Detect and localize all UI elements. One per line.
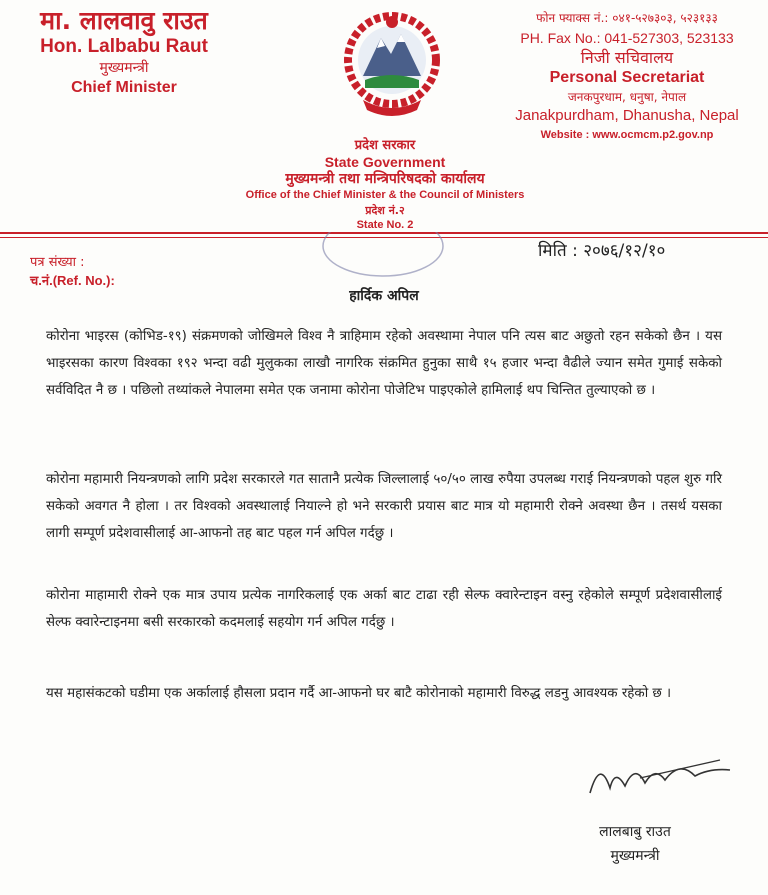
reference-block — [30, 254, 115, 290]
letter-number-label: पत्र संख्या : — [30, 255, 85, 270]
state-number-en: State No. 2 — [356, 219, 414, 231]
ref-number-label: च.नं.(Ref. No.): — [30, 273, 115, 288]
signatory-title: मुख्यमन्त्री — [610, 848, 660, 864]
letter-subject: हार्दिक अपिल — [349, 288, 419, 304]
address-np: जनकपुरधाम, धनुषा, नेपाल — [567, 90, 687, 104]
chief-minister-title-np: मुख्यमन्त्री — [99, 60, 149, 76]
office-stamp — [318, 232, 448, 280]
address-en: Janakpurdham, Dhanusha, Nepal — [515, 107, 739, 124]
letterhead-right — [492, 8, 762, 144]
body-paragraph-3: कोरोना माहामारी रोक्ने एक मात्र उपाय प्रत्येक नागरिकलाई एक अर्का बाट टाढा रही सेल्फ क्वारेन्टाइन वस्नु रहेकोले सम्पूर्ण प्रदेशवासीलाई सेल्फ क्वारेन्टाइनमा बसी सरकारको कदमलाई सहयोग गर्न अपिल गर्दछु । — [46, 588, 722, 630]
letter-date: मिति : २०७६/१२/१० — [538, 241, 666, 261]
letterhead-left — [4, 6, 244, 98]
chief-minister-name-np: मा. लालवावु राउत — [40, 6, 208, 35]
website-link[interactable]: Website : www.ocmcm.p2.gov.np — [540, 129, 714, 141]
letterhead-center — [200, 138, 570, 232]
office-name-np: मुख्यमन्त्री तथा मन्त्रिपरिषदको कार्यालय — [285, 171, 485, 187]
handwritten-signature — [580, 748, 740, 808]
signatory-block — [560, 820, 710, 868]
state-government-en: State Government — [324, 154, 446, 170]
signatory-name: लालबाबु राउत — [599, 824, 671, 840]
body-paragraph-1: कोरोना भाइरस (कोभिड-१९) संक्रमणको जोखिमले विश्व नै त्राहिमाम रहेको अवस्थामा नेपाल पनि त्यस बाट अछुतो रहन सकेको छैन । यस भाइरसका कारण विश्वका १९२ भन्दा वढी मुलुकका लाखौ नागरिक संक्रमित हुनुका साथै १५ हजार भन्दा वैढीले ज्यान समेत गुमाई सकेको सर्वविदित नै छ । पछिलो तथ्यांकले नेपालमा समेत एक जनामा कोरोना पोजेटिभ पाइएकोले हामिलाई थप चिन्तित तुल्याएको छ । — [46, 329, 722, 398]
phone-np: फोन फ्याक्स नं.: ०४१-५२७३०३, ५२३१३३ — [536, 11, 718, 25]
secretariat-en: Personal Secretariat — [549, 69, 705, 86]
phone-en: PH. Fax No.: 041-527303, 523133 — [520, 30, 734, 46]
state-government-np: प्रदेश सरकार — [354, 138, 416, 153]
chief-minister-title-en: Chief Minister — [71, 79, 177, 96]
secretariat-np: निजी सचिवालय — [580, 48, 674, 67]
chief-minister-name-en: Hon. Lalbabu Raut — [40, 36, 208, 57]
office-name-en: Office of the Chief Minister & the Council of Ministers — [245, 189, 525, 201]
state-number-np: प्रदेश नं.२ — [365, 204, 405, 217]
body-paragraph-2: कोरोना महामारी नियन्त्रणको लागि प्रदेश सरकारले गत सातानै प्रत्येक जिल्लालाई ५०/५० लाख रुपैया उपलब्ध गराई नियन्त्रणको पहल शुरु गरि सकेको अवगत नै होला । तर विश्वको अवस्थालाई नियाल्ने हो भने सरकारी प्रयास बाट मात्र यो महामारी रोक्ने अवस्था छैन । तसर्थ यसका लागी सम्पूर्ण प्रदेशवासीलाई आ-आफनो तह बाट पहल गर्न अपिल गर्दछु । — [46, 472, 722, 541]
nepal-emblem-icon — [343, 8, 441, 126]
body-paragraph-4: यस महासंकटको घडीमा एक अर्कालाई हौसला प्रदान गर्दै आ-आफनो घर बाटै कोरोनाको महामारी विरुद्ध लडनु आवश्यक रहेको छ । — [46, 686, 672, 701]
